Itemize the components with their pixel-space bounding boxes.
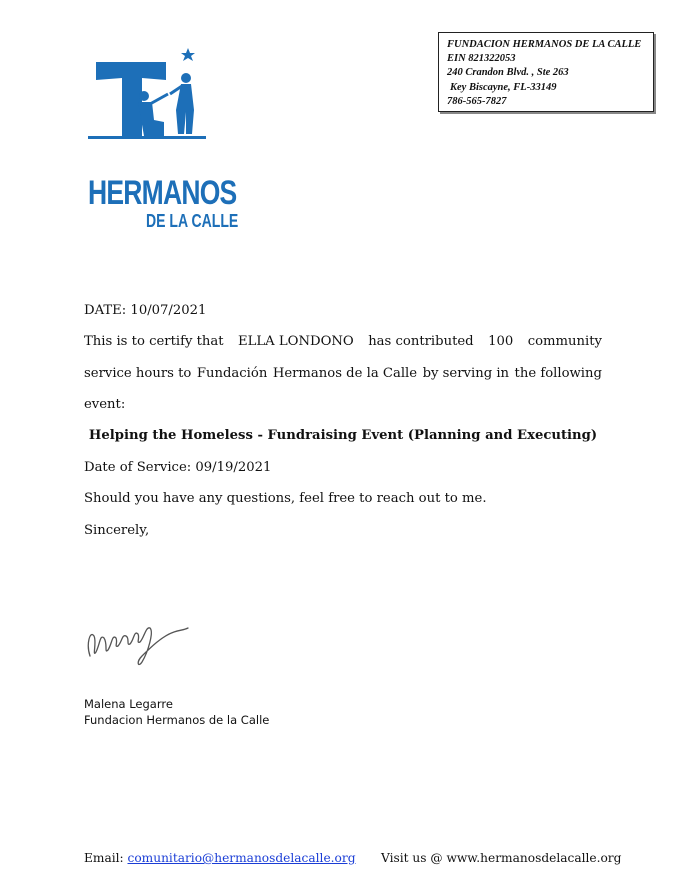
address-city: Key Biscayne, FL-33149 xyxy=(450,81,557,93)
address-org: FUNDACION HERMANOS DE LA CALLE xyxy=(447,39,642,50)
email-link[interactable]: comunitario@hermanosdelacalle.org xyxy=(127,851,356,865)
logo-word-hermanos: HERMANOS xyxy=(88,174,237,212)
address-street: 240 Crandon Blvd. , Ste 263 xyxy=(447,67,569,79)
service-date: Date of Service: 09/19/2021 xyxy=(84,460,272,475)
service-part: service hours to xyxy=(84,366,192,381)
certify-part: has contributed xyxy=(368,334,474,349)
email-label: Email: xyxy=(84,851,128,865)
address-ein: EIN 821322053 xyxy=(447,53,516,65)
questions-text: Should you have any questions, feel free to reach out to me. xyxy=(84,491,487,506)
hours-count: 100 xyxy=(488,334,514,349)
service-part: by serving in xyxy=(422,366,510,381)
signer-organization: Fundacion Hermanos de la Calle xyxy=(84,713,270,727)
event-label: event: xyxy=(84,397,126,412)
footer-email xyxy=(84,851,356,865)
volunteer-name: ELLA LONDONO xyxy=(238,334,354,349)
signer-name: Malena Legarre xyxy=(84,697,173,711)
closing-text: Sincerely, xyxy=(84,523,150,538)
service-part: the following xyxy=(514,366,602,381)
service-statement xyxy=(84,366,602,381)
service-part: Fundación xyxy=(196,366,268,381)
letter-date: DATE: 10/07/2021 xyxy=(84,303,207,318)
certify-part: community xyxy=(527,334,602,349)
footer-website: Visit us @ www.hermanosdelacalle.org xyxy=(381,851,622,865)
certify-statement xyxy=(84,334,602,349)
service-part: Hermanos de la Calle xyxy=(272,366,418,381)
address-phone: 786-565-7827 xyxy=(447,95,507,107)
logo-graphic xyxy=(80,40,220,180)
organization-address-box xyxy=(438,32,654,112)
certify-part: This is to certify that xyxy=(84,334,224,349)
hermanos-de-la-calle-logo xyxy=(80,40,239,231)
event-title: Helping the Homeless - Fundraising Event (Planning and Executing) xyxy=(88,428,598,443)
handwritten-signature xyxy=(84,600,194,670)
logo-word-de-la-calle: DE LA CALLE xyxy=(146,211,239,231)
